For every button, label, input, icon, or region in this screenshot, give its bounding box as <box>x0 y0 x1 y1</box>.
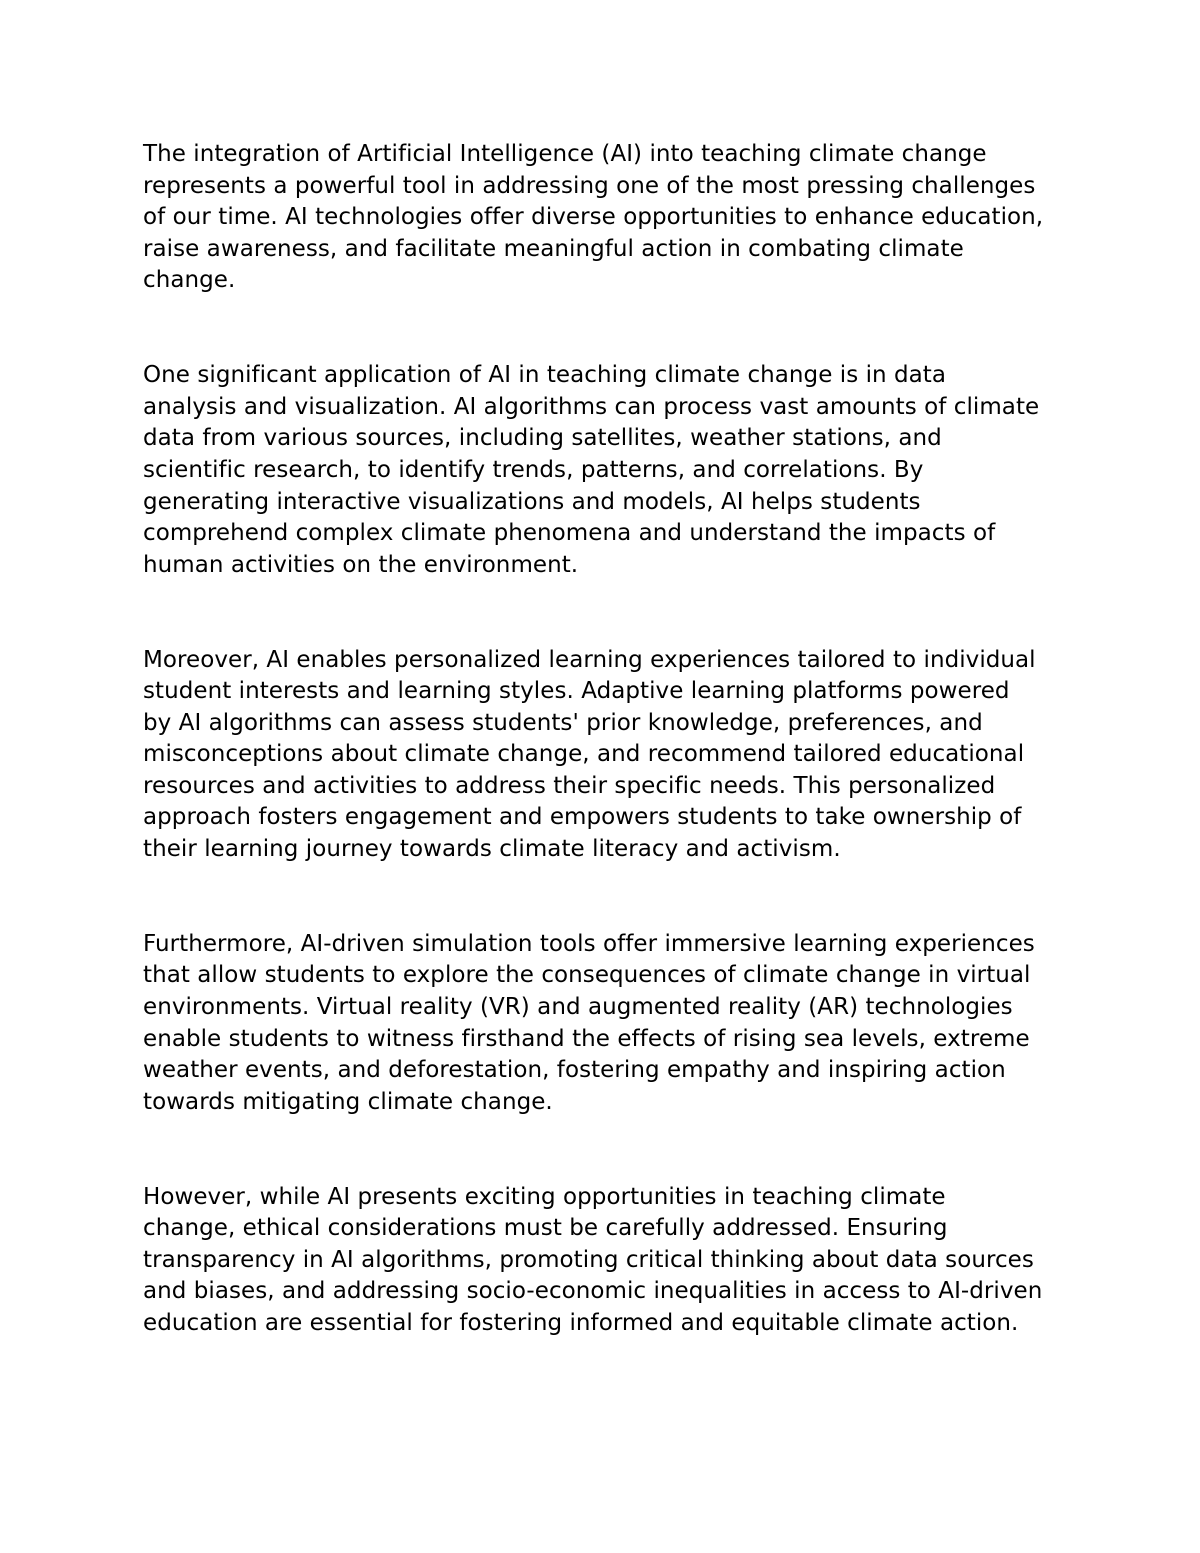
text-line: student interests and learning styles. Adaptive learning platforms powered <box>143 678 1010 705</box>
text-line: data from various sources, including satellites, weather stations, and <box>143 425 942 452</box>
text-line: human activities on the environment. <box>143 551 579 578</box>
text-line: comprehend complex climate phenomena and understand the impacts of <box>143 520 996 547</box>
paragraph-simulation-tools <box>143 929 1073 1119</box>
text-line: of our time. AI technologies offer diverse opportunities to enhance education, <box>143 204 1044 231</box>
text-line: change, ethical considerations must be carefully addressed. Ensuring <box>143 1215 948 1242</box>
text-line: and biases, and addressing socio-economic inequalities in access to AI-driven <box>143 1278 1043 1305</box>
text-line: misconceptions about climate change, and recommend tailored educational <box>143 741 1025 768</box>
text-line: enable students to witness firsthand the effects of rising sea levels, extreme <box>143 1025 1030 1052</box>
text-line: weather events, and deforestation, fostering empathy and inspiring action <box>143 1057 1006 1084</box>
text-line: raise awareness, and facilitate meaningful action in combating climate <box>143 235 964 262</box>
paragraph-ethical-considerations <box>143 1182 1073 1340</box>
text-line: One significant application of AI in teaching climate change is in data <box>143 362 947 389</box>
text-line: analysis and visualization. AI algorithms can process vast amounts of climate <box>143 393 1040 420</box>
text-line: environments. Virtual reality (VR) and augmented reality (AR) technologies <box>143 994 1013 1021</box>
text-line: Moreover, AI enables personalized learning experiences tailored to individual <box>143 646 1036 673</box>
paragraph-data-analysis <box>143 360 1073 581</box>
text-line: that allow students to explore the consequences of climate change in virtual <box>143 962 1031 989</box>
paragraph-personalized-learning <box>143 645 1073 866</box>
text-line: change. <box>143 267 236 294</box>
text-line: transparency in AI algorithms, promoting critical thinking about data sources <box>143 1246 1034 1273</box>
text-line: their learning journey towards climate literacy and activism. <box>143 836 841 863</box>
text-line: resources and activities to address their specific needs. This personalized <box>143 772 996 799</box>
paragraph-ai-integration-intro <box>143 139 1073 297</box>
text-line: However, while AI presents exciting opportunities in teaching climate <box>143 1183 946 1210</box>
text-line: generating interactive visualizations and models, AI helps students <box>143 488 921 515</box>
text-line: represents a powerful tool in addressing one of the most pressing challenges <box>143 172 1036 199</box>
document-body <box>143 139 1073 1340</box>
text-line: The integration of Artificial Intelligence (AI) into teaching climate change <box>143 141 987 167</box>
text-line: by AI algorithms can assess students' prior knowledge, preferences, and <box>143 709 983 736</box>
text-line: scientific research, to identify trends, patterns, and correlations. By <box>143 456 924 483</box>
text-line: towards mitigating climate change. <box>143 1088 553 1115</box>
text-line: approach fosters engagement and empowers students to take ownership of <box>143 804 1022 831</box>
text-line: Furthermore, AI-driven simulation tools offer immersive learning experiences <box>143 930 1035 957</box>
text-line: education are essential for fostering informed and equitable climate action. <box>143 1309 1019 1336</box>
